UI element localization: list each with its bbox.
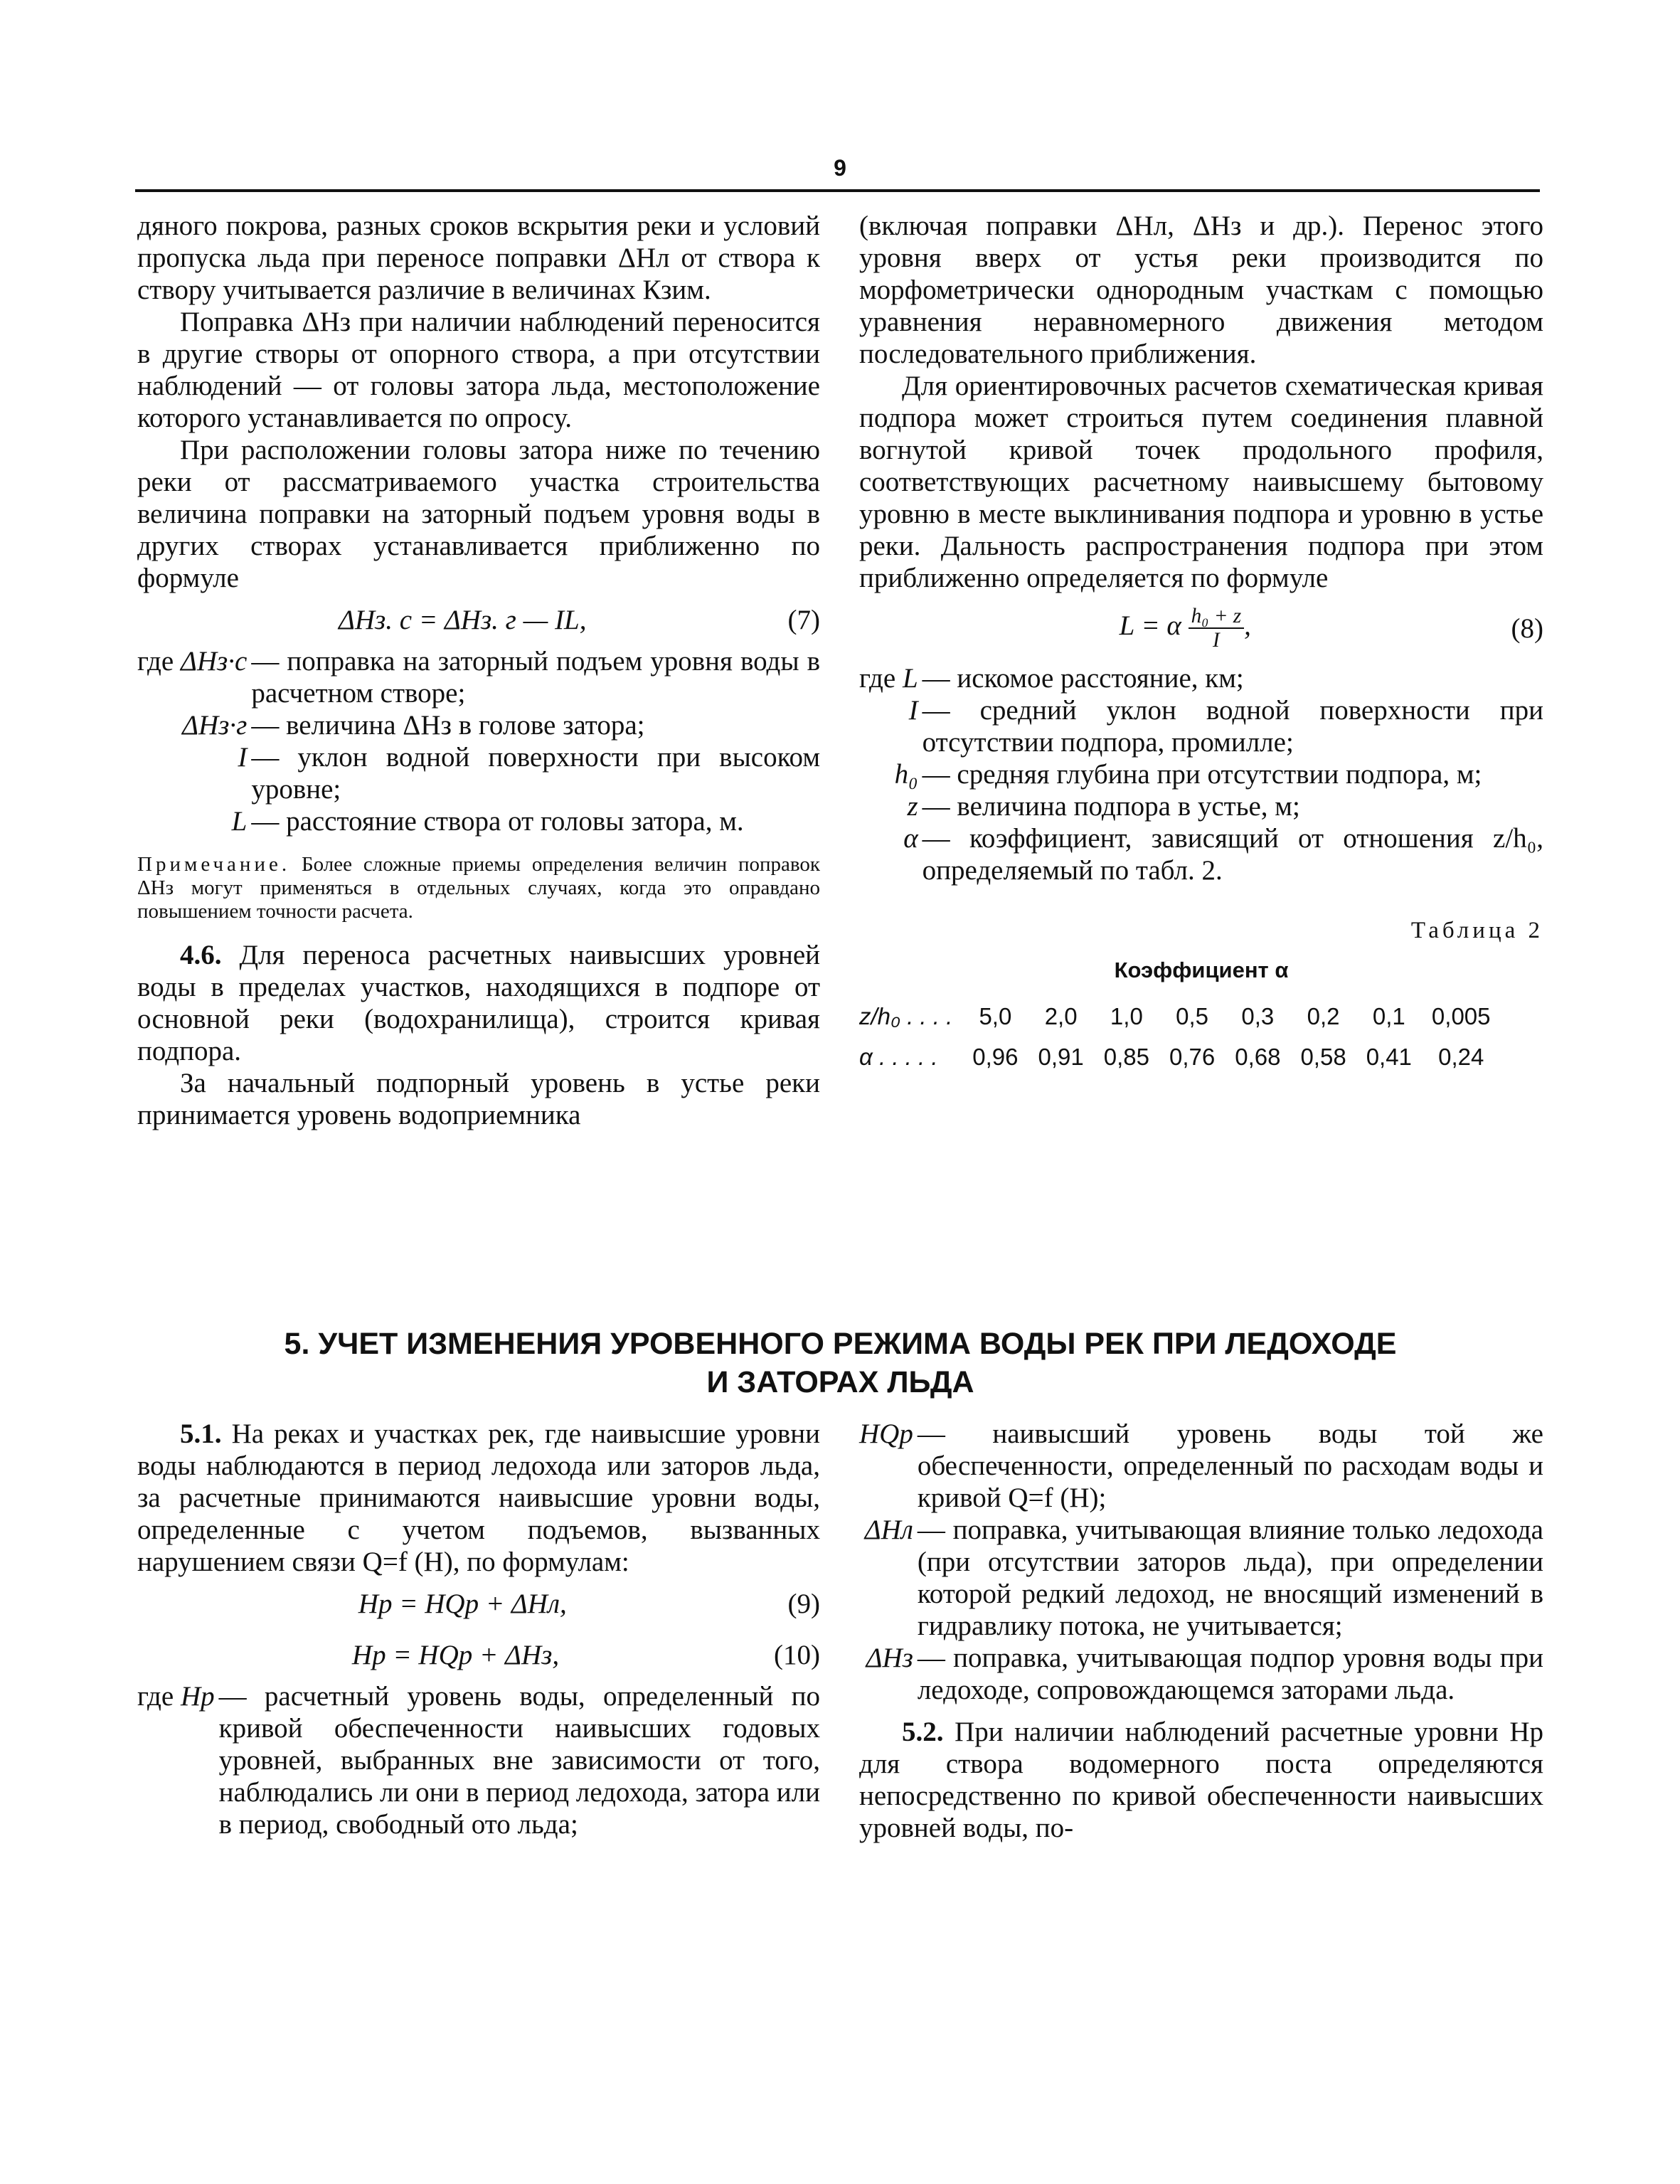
column-right-top: [859, 210, 1543, 1077]
legend-item: — расчетный уровень воды, определенный по кривой обеспеченности наивысших годовых уровней, выбранных вне зависимости от того, наблюдались ли они в период ледохода, затора или в период, свободный ото льда;: [218, 1681, 820, 1840]
page-number: 9: [834, 155, 846, 181]
formula-10-body: Hр = HQр + ΔHз,: [351, 1639, 560, 1670]
table-cell: 0,3: [1241, 1003, 1275, 1029]
formula-7-number: (7): [787, 604, 820, 635]
table-cell: 5,0: [979, 1003, 1012, 1029]
table-row: [859, 1037, 1501, 1077]
column-left-bottom: [137, 1418, 820, 1840]
formula-8-body: L = α $\frac{\text{h₀ + z}}{I}$ ,: [1119, 604, 1251, 652]
legend-item: — средняя глубина при отсутствии подпора, м;: [922, 759, 1482, 790]
formula-8-number: (8): [1511, 613, 1543, 644]
legend-item: — поправка, учитывающая влияние только ледохода (при отсутствии заторов льда), при определении которой редкий ледоход, не вносящий изменений в гидравлику потока, не учитывается;: [917, 1515, 1543, 1641]
table-cell: 2,0: [1044, 1003, 1078, 1029]
table-cell: 0,91: [1038, 1044, 1084, 1070]
legend-formula-8: [859, 662, 1543, 886]
table-title: Коэффициент α: [1114, 958, 1289, 982]
paragraph-4-6: [137, 939, 820, 1067]
legend-key: α: [903, 823, 918, 854]
legend-key: ΔНз·г: [182, 710, 248, 741]
table-cell: 0,76: [1169, 1044, 1216, 1070]
where-lead: где L: [859, 663, 918, 694]
table-row: [859, 996, 1501, 1037]
table-cell: 0,005: [1431, 1003, 1491, 1029]
paragraph: дяного покрова, разных сроков вскрытия реки и условий пропуска льда при переносе поправки ΔНл от створа к створу учитывается различие в величинах Кзим.: [137, 211, 820, 305]
legend-formula-9-10: [137, 1680, 820, 1840]
formula-9-body: Hр = HQр + ΔHл,: [358, 1588, 567, 1619]
paragraph: За начальный подпорный уровень в устье реки принимается уровень водоприемника: [137, 1068, 820, 1130]
formula-10-number: (10): [774, 1639, 820, 1670]
where-lead: где Hр: [137, 1681, 215, 1712]
legend-item: — наивысший уровень воды той же обеспеченности, определенный по расходам воды и кривой Q=f (H);: [917, 1419, 1543, 1513]
legend-key: I: [908, 695, 918, 726]
legend-item: — искомое расстояние, км;: [922, 663, 1244, 694]
formula-10: [137, 1629, 820, 1680]
paragraph-5-2: [859, 1716, 1543, 1844]
legend-item: — средний уклон водной поверхности при отсутствии подпора, промилле;: [922, 695, 1543, 758]
header-rule: [135, 189, 1540, 192]
legend-key: L: [231, 806, 248, 837]
legend-formula-7: [137, 645, 820, 837]
legend-key: I: [238, 742, 248, 773]
table-cell: 0,96: [972, 1044, 1019, 1070]
table-cell: 0,24: [1438, 1044, 1484, 1070]
table-caption: Таблица 2: [1410, 918, 1543, 943]
legend-item: — уклон водной поверхности при высоком уровне;: [251, 742, 820, 805]
table-cell: 0,58: [1300, 1044, 1346, 1070]
legend-item: — величина подпора в устье, м;: [922, 791, 1300, 822]
column-left-top: [137, 210, 820, 1131]
legend-item: — поправка на заторный подъем уровня воды в расчетном створе;: [251, 646, 820, 709]
legend-key: ΔHл: [864, 1515, 913, 1545]
legend-item: — расстояние створа от головы затора, м.: [251, 806, 744, 837]
table-cell: 0,85: [1103, 1044, 1149, 1070]
legend-key: z: [907, 791, 918, 822]
clause-number: 5.2.: [902, 1717, 944, 1747]
clause-number: 4.6.: [180, 940, 222, 970]
row-label: z/h₀ . . . .: [859, 1003, 953, 1029]
paragraph: (включая поправки ΔНл, ΔНз и др.). Перенос этого уровня вверх от устья реки производится по морфометрически однородным участкам с помощью уравнения неравномерного движения методом последовательного приближения.: [859, 211, 1543, 369]
coefficient-table: [859, 996, 1501, 1077]
formula-9-number: (9): [787, 1588, 820, 1619]
formula-8: [859, 594, 1543, 662]
section-heading: [137, 1325, 1543, 1401]
formula-7-body: ΔНз. с = ΔНз. г — IL,: [339, 604, 587, 635]
legend-key: h₀: [894, 759, 918, 790]
note-text: Более сложные приемы определения величин поправок ΔНз могут применяться в отдельных случаях, когда это оправдано повышением точности расчета.: [137, 853, 820, 923]
paragraph-5-1: [137, 1418, 820, 1578]
table-cell: 0,1: [1372, 1003, 1405, 1029]
formula-7: [137, 594, 820, 645]
column-right-bottom: [859, 1418, 1543, 1844]
where-lead: где ΔНз·с: [137, 646, 248, 677]
legend-continued: [859, 1418, 1543, 1706]
table-cell: 1,0: [1110, 1003, 1143, 1029]
formula-9: [137, 1578, 820, 1629]
clause-text: При наличии наблюдений расчетные уровни Hр для створа водомерного поста определяются непосредственно по кривой обеспеченности наивысших уровней воды, по-: [859, 1717, 1544, 1843]
legend-key: HQр: [859, 1419, 913, 1449]
table-cell: 0,2: [1307, 1003, 1340, 1029]
clause-text: На реках и участках рек, где наивысшие уровни воды наблюдаются в период ледохода или заторов льда, за расчетные принимаются наивысшие уровни воды, определенные с учетом подъемов, вызванных нарушением связи Q=f (H), по формулам:: [137, 1419, 820, 1577]
legend-item: — величина ΔНз в голове затора;: [251, 710, 645, 741]
clause-number: 5.1.: [180, 1419, 222, 1449]
table-cell: 0,41: [1366, 1044, 1412, 1070]
section-heading-line: И ЗАТОРАХ ЛЬДА: [706, 1365, 974, 1399]
note: [137, 853, 820, 923]
legend-key: ΔHз: [866, 1643, 913, 1673]
paragraph: Для ориентировочных расчетов схематическая кривая подпора может строиться путем соединения плавной вогнутой кривой точек продольного профиля, соответствующих расчетному наивысшему бытовому уровню в месте выклинивания подпора и уровню в устье реки. Дальность распространения подпора при этом приближенно определяется по формуле: [859, 371, 1543, 593]
table-cell: 0,5: [1176, 1003, 1209, 1029]
legend-item: — коэффициент, зависящий от отношения z/h₀, определяемый по табл. 2.: [922, 823, 1543, 886]
table-cell: 0,68: [1235, 1044, 1281, 1070]
row-label: α . . . . .: [859, 1044, 938, 1070]
paragraph: При расположении головы затора ниже по течению реки от рассматриваемого участка строительства величина поправки на заторный подъем уровня воды в других створах устанавливается приближенно по формуле: [137, 435, 820, 593]
section-heading-line: 5. УЧЕТ ИЗМЕНЕНИЯ УРОВЕННОГО РЕЖИМА ВОДЫ РЕК ПРИ ЛЕДОХОДЕ: [284, 1327, 1397, 1361]
paragraph: Поправка ΔНз при наличии наблюдений переносится в другие створы от опорного створа, а при отсутствии наблюдений — от головы затора льда, местоположение которого устанавливается по опросу.: [137, 307, 820, 433]
note-label: Примечание.: [137, 853, 291, 876]
legend-item: — поправка, учитывающая подпор уровня воды при ледоходе, сопровождающемся заторами льда.: [917, 1643, 1543, 1705]
clause-text: Для переноса расчетных наивысших уровней воды в пределах участков, находящихся в подпоре от основной реки (водохранилища), строится кривая подпора.: [137, 940, 820, 1066]
